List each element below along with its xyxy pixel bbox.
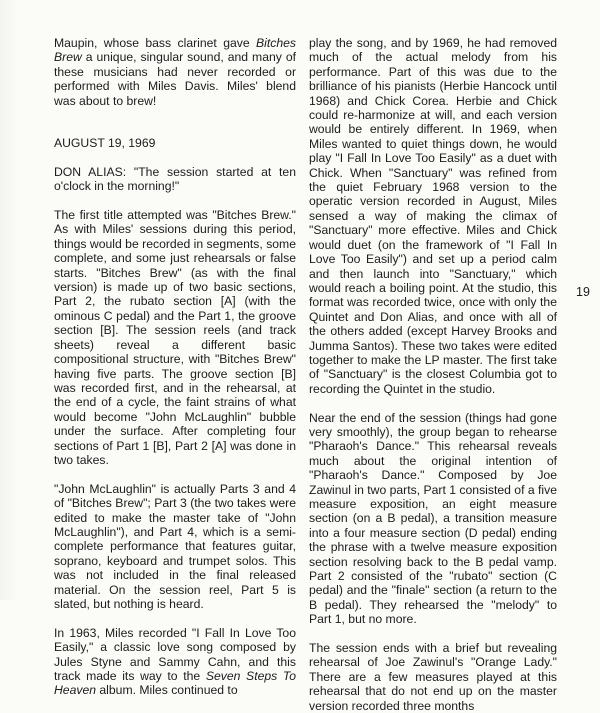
paragraph-intro (54, 36, 296, 108)
paragraph-fall-in-love (54, 626, 296, 698)
text-span: album. Miles continued to (96, 683, 238, 698)
right-column (309, 36, 557, 713)
date-heading: AUGUST 19, 1969 (54, 136, 156, 151)
album-title-italic: Seven Steps To Heaven (54, 669, 296, 698)
left-column (54, 36, 296, 698)
page-number: 19 (576, 285, 590, 299)
paragraph-john-mclaughlin: "John McLaughlin" is actually Parts 3 and 4 of "Bitches Brew"; Part 3 (the two takes were edited to make the master take of "John McLaughlin"), and Part 4, which is a semi-complete performance that features guitar, soprano, keyboard and trumpet solos. This was not included in the final released material. On the session reel, Part 5 is slated, but nothing is heard. (54, 481, 296, 611)
text-span: a unique, singular sound, and many of these musicians had never recorded or performed with Miles Davis. Miles' blend was about to brew! (54, 50, 296, 108)
quote-paragraph: DON ALIAS: "The session started at ten o'clock in the morning!" (54, 164, 296, 194)
paragraph-bitches-brew: The first title attempted was "Bitches Brew." As with Miles' sessions during this period, things would be recorded in segments, some complete, and some just rehearsals or false starts. "Bitches Brew" (as with the final version) is made up of two basic sections, Part 2, the rubato section [A] (with the ominous C pedal) and the Part 1, the groove section [B]. The session reels (and track sheets) reveal a different basic compositional structure, with "Bitches Brew" having five parts. The groove section [B] was recorded first, and in the rehearsal, at the end of a cycle, the faint strains of what would become "John McLaughlin" bubble under the surface. After completing four sections of Part 1 [B], Part 2 [A] was done in two takes. (54, 208, 296, 467)
paragraph-sanctuary: play the song, and by 1969, he had removed much of the actual melody from his performance. Part of this was due to the brilliance of his pianists (Herbie Hancock until 1968) and Chick Corea. Herbie and Chick could re-harmonize at will, and each version would be entirely different. In 1969, when Miles wanted to quiet things down, he would play "I Fall In Love Too Easily" as a duet with Chick. When "Sanctuary" was refined from the quiet February 1968 version to the operatic version recorded in August, Miles sensed a way of making the climax of "Sanctuary" more effective. Miles and Chick would duet (on the framework of "I Fall In Love Too Easily") and set up a period calm and then launch into "Sanctuary," which would reach a boiling point. At the studio, this format was recorded twice, once with only the Quintet and Don Alias, and once with all of the others added (except Harvey Brooks and Jumma Santos). These two takes were edited together to make the LP master. The first take of "Sanctuary" is the closest Columbia got to recording the Quintet in the studio. (309, 36, 557, 396)
paragraph-orange-lady: The session ends with a brief but revealing rehearsal of Joe Zawinul's "Orange Lady." There are a few measures played at this rehearsal that do not end up on the master version recorded three months (309, 641, 557, 713)
album-title-italic: Bitches Brew (54, 36, 296, 65)
paragraph-pharaohs-dance: Near the end of the session (things had gone very smoothly), the group began to rehearse "Pharaoh's Dance." This rehearsal reveals much about the original intention of "Pharaoh's Dance." Composed by Joe Zawinul in two parts, Part 1 consisted of a five measure exposition, an eight measure section (on a B pedal), a transition measure into a four measure section (D pedal) ending the phrase with a twelve measure exposition section resolving back to the B pedal vamp. Part 2 consisted of the "rubato" section (C pedal) and the "finale" section (a return to the B pedal). They rehearsed the "melody" to Part 1, but no more. (309, 410, 557, 627)
text-span: Maupin, whose bass clarinet gave (54, 36, 257, 50)
text-span: In 1963, Miles recorded "I Fall In Love Too Easily," a classic love song composed by Jules Styne and Sammy Cahn, and this track made its way to the (54, 625, 296, 683)
